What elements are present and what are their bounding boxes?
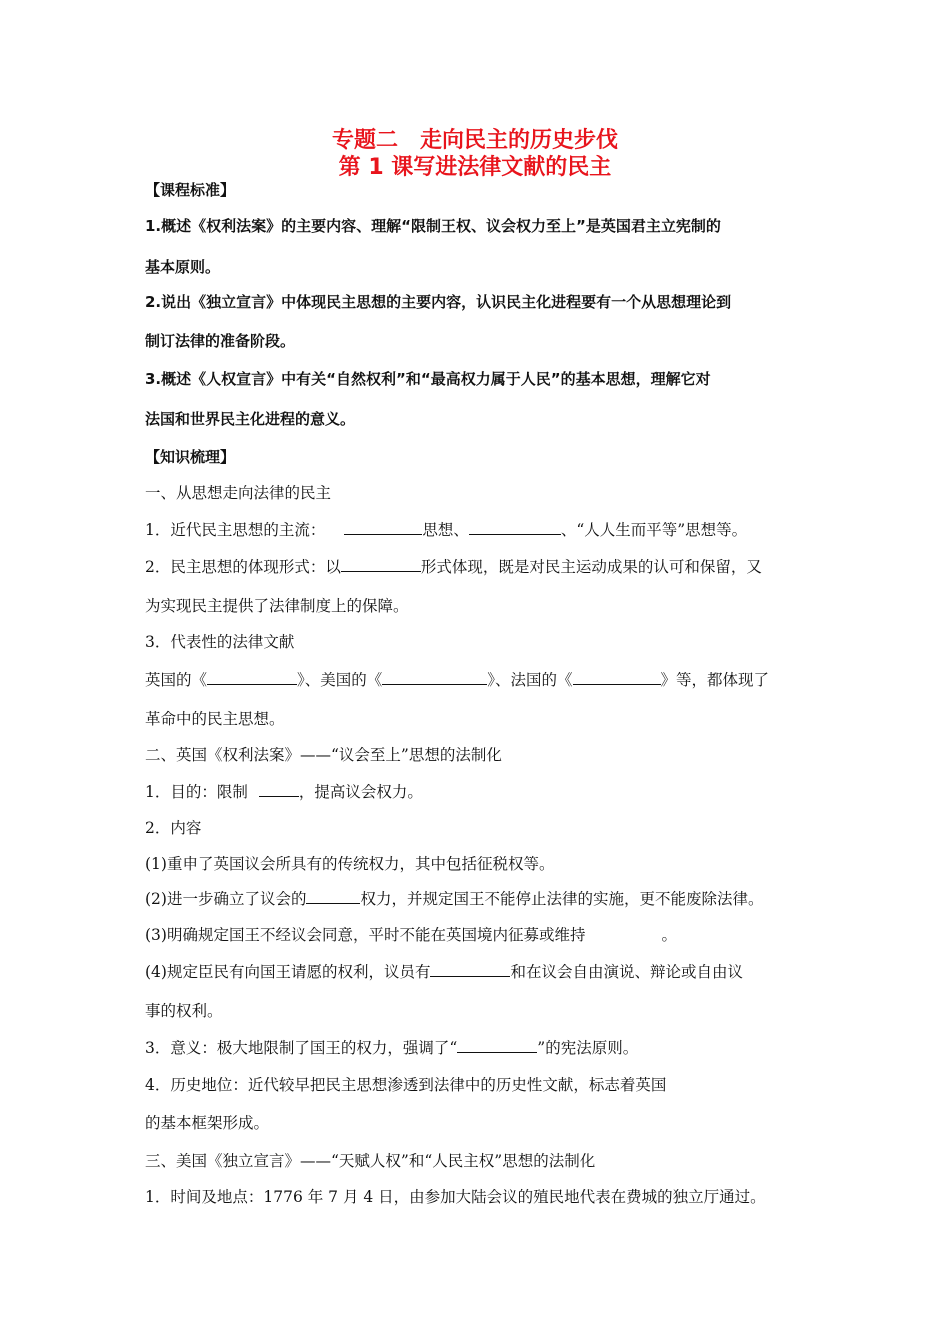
fill-blank[interactable] bbox=[382, 669, 487, 685]
item-1-2 bbox=[145, 555, 762, 577]
item-2-1 bbox=[145, 780, 423, 802]
section-1-heading: 一、从思想走向法律的民主 bbox=[145, 484, 332, 502]
fill-blank[interactable] bbox=[207, 669, 297, 685]
section-2-heading: 二、英国《权利法案》——“议会至上”思想的法制化 bbox=[145, 746, 502, 764]
item-2-3-prefix: 3．意义：极大地限制了国王的权力，强调了“ bbox=[145, 1039, 458, 1057]
item-2-2: 2．内容 bbox=[145, 819, 202, 837]
lesson-title: 第 1 课写进法律文献的民主 bbox=[338, 155, 612, 180]
item-2-2-3 bbox=[145, 923, 677, 945]
item-2-3 bbox=[145, 1036, 638, 1058]
doc-text-3: 》、法国的《 bbox=[487, 671, 573, 689]
standard-2-line-2: 制订法律的准备阶段。 bbox=[145, 332, 296, 350]
document-title: 专题二 走向民主的历史步伐 bbox=[331, 128, 618, 153]
standard-3-line-2: 法国和世界民主化进程的意义。 bbox=[145, 410, 356, 428]
fill-blank[interactable] bbox=[573, 669, 661, 685]
item-2-4: 4．历史地位：近代较早把民主思想渗透到法律中的历史性文献，标志着英国 bbox=[145, 1076, 667, 1094]
item-2-3-suffix: ”的宪法原则。 bbox=[537, 1039, 639, 1057]
item-1-1-mid1: 思想、 bbox=[422, 521, 469, 539]
standards-heading: 【课程标准】 bbox=[145, 181, 236, 199]
section-3-heading: 三、美国《独立宣言》——“天赋人权”和“人民主权”思想的法制化 bbox=[145, 1152, 596, 1170]
item-2-1-suffix: ，提高议会权力。 bbox=[298, 783, 423, 801]
doc-text-2: 》、美国的《 bbox=[297, 671, 383, 689]
item-1-2-suffix: 形式体现，既是对民主运动成果的认可和保留，又 bbox=[420, 558, 762, 576]
item-1-3: 3．代表性的法律文献 bbox=[145, 633, 295, 651]
item-1-1 bbox=[145, 518, 747, 540]
fill-blank[interactable] bbox=[457, 1037, 537, 1053]
doc-text-1: 英国的《 bbox=[145, 671, 208, 689]
item-2-2-4-line-2: 事的权利。 bbox=[145, 1002, 223, 1020]
item-1-1-mid2: 、“人人生而平等”思想等。 bbox=[560, 521, 748, 539]
standard-2-line-1: 2.说出《独立宣言》中体现民主思想的主要内容，认识民主化进程要有一个从思想理论到 bbox=[145, 293, 732, 311]
item-2-2-3-suffix: 。 bbox=[661, 926, 677, 944]
fill-blank[interactable] bbox=[259, 781, 299, 797]
item-2-2-2 bbox=[145, 887, 763, 909]
item-2-4-line-2: 的基本框架形成。 bbox=[145, 1114, 270, 1132]
item-2-2-4-suffix: 和在议会自由演说、辩论或自由议 bbox=[510, 963, 743, 981]
item-2-2-2-prefix: (2)进一步确立了议会的 bbox=[145, 890, 307, 908]
item-2-2-4 bbox=[145, 960, 743, 982]
item-2-2-2-suffix: 权力，并规定国王不能停止法律的实施，更不能废除法律。 bbox=[360, 890, 764, 908]
item-2-1-prefix: 1．目的：限制 bbox=[145, 783, 248, 801]
fill-blank[interactable] bbox=[306, 888, 360, 904]
item-1-2-prefix: 2．民主思想的体现形式：以 bbox=[145, 558, 341, 576]
fill-blank[interactable] bbox=[341, 556, 421, 572]
standard-3-line-1: 3.概述《人权宣言》中有关“自然权利”和“最高权力属于人民”的基本思想，理解它对 bbox=[145, 370, 711, 388]
item-2-2-3-prefix: (3)明确规定国王不经议会同意，平时不能在英国境内征募或维持 bbox=[145, 926, 586, 944]
item-2-2-1: (1)重申了英国议会所具有的传统权力，其中包括征税权等。 bbox=[145, 855, 555, 873]
item-2-2-4-prefix: (4)规定臣民有向国王请愿的权利，议员有 bbox=[145, 963, 431, 981]
fill-blank[interactable] bbox=[469, 519, 561, 535]
item-3-1: 1．时间及地点：1776 年 7 月 4 日，由参加大陆会议的殖民地代表在费城的独立厅通过。 bbox=[145, 1188, 766, 1206]
doc-text-4: 》等，都体现了 bbox=[660, 671, 770, 689]
standard-1-line-1: 1.概述《权利法案》的主要内容、理解“限制王权、议会权力至上”是英国君主立宪制的 bbox=[145, 217, 721, 235]
fill-blank[interactable] bbox=[344, 519, 422, 535]
item-1-3-documents bbox=[145, 668, 769, 690]
knowledge-heading: 【知识梳理】 bbox=[145, 448, 236, 466]
item-1-1-prefix: 1．近代民主思想的主流： bbox=[145, 521, 326, 539]
item-1-2-line-2: 为实现民主提供了法律制度上的保障。 bbox=[145, 597, 409, 615]
item-1-3-line-2: 革命中的民主思想。 bbox=[145, 710, 285, 728]
standard-1-line-2: 基本原则。 bbox=[145, 258, 221, 276]
fill-blank[interactable] bbox=[430, 961, 510, 977]
